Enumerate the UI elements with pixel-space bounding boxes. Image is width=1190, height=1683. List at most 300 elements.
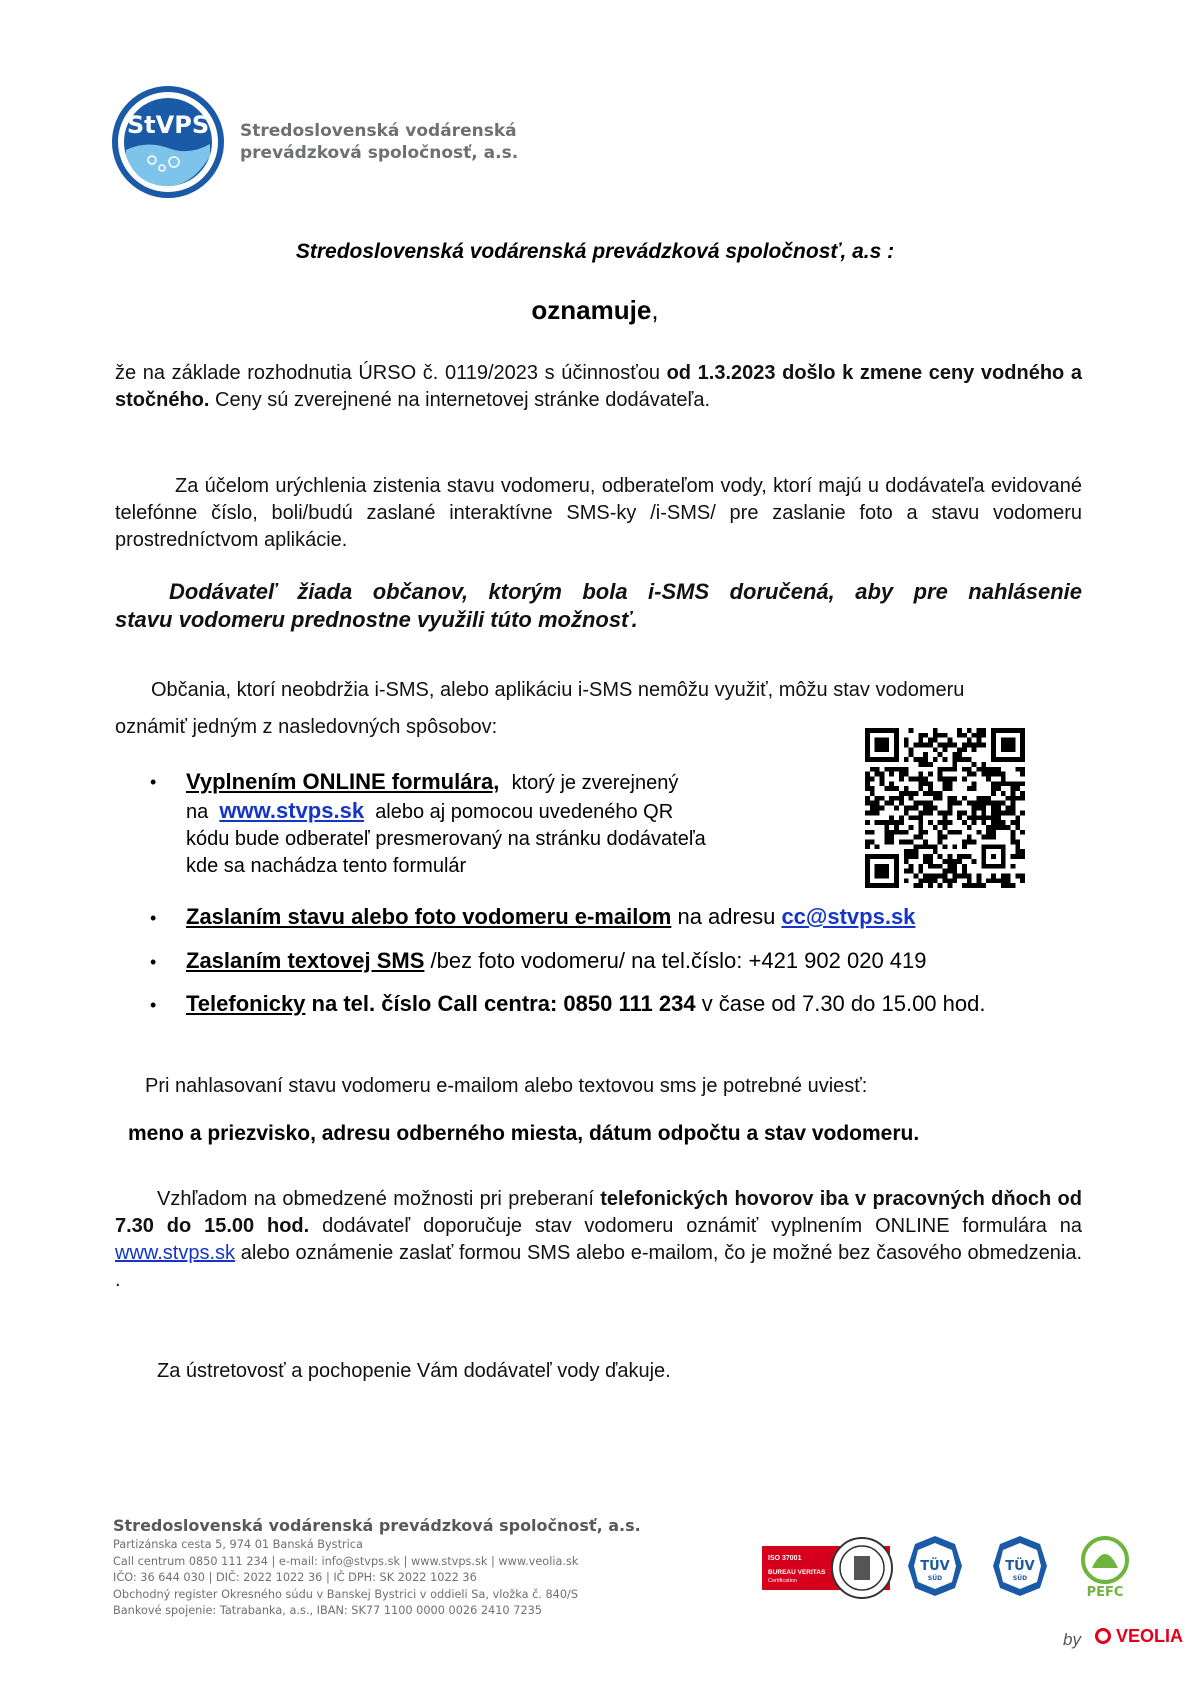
qr-module [947, 806, 952, 811]
qr-module [943, 781, 948, 786]
qr-module [923, 859, 928, 864]
qr-module [904, 869, 909, 874]
qr-module [909, 854, 914, 859]
qr-module [923, 854, 928, 859]
qr-module [904, 854, 909, 859]
qr-module [991, 786, 996, 791]
qr-module [880, 806, 885, 811]
qr-module [1001, 776, 1006, 781]
qr-module [928, 781, 933, 786]
qr-module [938, 835, 943, 840]
qr-module [952, 830, 957, 835]
qr-module [962, 840, 967, 845]
qr-module [918, 738, 923, 743]
qr-module [865, 801, 870, 806]
qr-module [962, 796, 967, 801]
qr-module [1010, 854, 1015, 859]
qr-module [1001, 791, 1006, 796]
request-paragraph: Dodávateľ žiada občanov, ktorým bola i-SMS doručená, aby pre nahlásenie stavu vodomeru prednostne využili túto možnosť. [115, 579, 1082, 632]
qr-module [904, 859, 909, 864]
qr-module [928, 743, 933, 748]
qr-module [909, 806, 914, 811]
qr-module [928, 738, 933, 743]
bureau-veritas-badge [762, 1538, 892, 1598]
qr-module [972, 772, 977, 777]
qr-module [962, 767, 967, 772]
qr-module [991, 835, 996, 840]
qr-module [991, 772, 996, 777]
veolia-logo: VEOLIA [1095, 1626, 1183, 1647]
qr-module [918, 781, 923, 786]
online-form-title: Vyplnením ONLINE formulára, [186, 769, 500, 794]
qr-module [947, 883, 952, 888]
qr-module [996, 825, 1001, 830]
qr-module [981, 820, 986, 825]
qr-module [899, 772, 904, 777]
qr-module [981, 806, 986, 811]
qr-module [947, 830, 952, 835]
qr-module [909, 815, 914, 820]
qr-module [996, 806, 1001, 811]
qr-module [899, 815, 904, 820]
qr-module [938, 840, 943, 845]
qr-module [967, 786, 972, 791]
qr-module [1001, 878, 1006, 883]
closing-thanks: Za ústretovosť a pochopenie Vám dodávateľ vody ďakuje. [157, 1360, 671, 1382]
qr-module [991, 801, 996, 806]
qr-module [981, 796, 986, 801]
qr-module [947, 738, 952, 743]
qr-module [1010, 810, 1015, 815]
qr-module [1020, 854, 1025, 859]
qr-module [943, 835, 948, 840]
qr-module [991, 873, 996, 878]
qr-module [865, 844, 870, 849]
qr-module [996, 810, 1001, 815]
qr-module [967, 767, 972, 772]
svg-text:TÜV: TÜV [920, 1559, 950, 1574]
qr-module [938, 830, 943, 835]
qr-module [1015, 854, 1020, 859]
qr-module [918, 825, 923, 830]
qr-module [923, 733, 928, 738]
qr-module [977, 883, 982, 888]
qr-module [1010, 806, 1015, 811]
qr-module [947, 864, 952, 869]
qr-module [972, 762, 977, 767]
svg-text:SÜD: SÜD [1012, 1575, 1028, 1582]
qr-module [981, 801, 986, 806]
qr-module [899, 791, 904, 796]
qr-module [1001, 810, 1006, 815]
qr-module [880, 820, 885, 825]
qr-module [943, 743, 948, 748]
qr-module [1010, 835, 1015, 840]
qr-module [884, 786, 889, 791]
qr-module [986, 815, 991, 820]
qr-module [943, 786, 948, 791]
qr-module [923, 840, 928, 845]
svg-text:SÜD: SÜD [927, 1575, 943, 1582]
qr-module [875, 801, 880, 806]
bullet: • [150, 772, 157, 792]
qr-module [962, 864, 967, 869]
qr-module [943, 776, 948, 781]
qr-module [913, 883, 918, 888]
qr-module [875, 806, 880, 811]
qr-module [962, 757, 967, 762]
qr-module [952, 743, 957, 748]
website-link[interactable]: www.stvps.sk [219, 798, 365, 823]
qr-module [1001, 820, 1006, 825]
qr-module [1020, 873, 1025, 878]
qr-module [957, 733, 962, 738]
price-change-paragraph: že na základe rozhodnutia ÚRSO č. 0119/2023 s účinnosťou od 1.3.2023 došlo k zmene ceny vodného a stočného. Ceny sú zverejnené na internetovej stránke dodávateľa. [115, 362, 1083, 411]
qr-module [957, 830, 962, 835]
qr-module [977, 728, 982, 733]
qr-module [918, 743, 923, 748]
list-item-online-form: Vyplnením ONLINE formulára, ktorý je zverejnený na www.stvps.sk alebo aj pomocou uvedeného QR kódu bude odberateľ presmerovaný na stránku dodávateľa kde sa nachádza tento formulár [186, 769, 706, 877]
qr-module [923, 806, 928, 811]
qr-module [909, 791, 914, 796]
qr-module [889, 796, 894, 801]
qr-module [918, 869, 923, 874]
qr-module [1020, 878, 1025, 883]
qr-module [933, 757, 938, 762]
qr-module [977, 878, 982, 883]
qr-module [904, 810, 909, 815]
svg-text:ISO 37001: ISO 37001 [768, 1555, 802, 1562]
qr-module [1015, 873, 1020, 878]
qr-module [943, 869, 948, 874]
qr-module [962, 743, 967, 748]
qr-module [928, 844, 933, 849]
qr-module [875, 810, 880, 815]
qr-module [952, 864, 957, 869]
qr-module [957, 752, 962, 757]
svg-text:TÜV: TÜV [1005, 1559, 1035, 1574]
qr-module [913, 791, 918, 796]
qr-module [967, 728, 972, 733]
qr-module [933, 873, 938, 878]
qr-module [938, 767, 943, 772]
qr-module [967, 840, 972, 845]
qr-module [972, 747, 977, 752]
qr-module [938, 820, 943, 825]
qr-module [928, 854, 933, 859]
qr-module [933, 791, 938, 796]
qr-module [957, 747, 962, 752]
qr-module [972, 743, 977, 748]
qr-module [880, 781, 885, 786]
qr-module [972, 810, 977, 815]
qr-module [938, 772, 943, 777]
qr-module [870, 786, 875, 791]
qr-module [967, 825, 972, 830]
qr-module [904, 791, 909, 796]
qr-module [894, 825, 899, 830]
qr-module [977, 733, 982, 738]
qr-module [899, 796, 904, 801]
qr-module [913, 743, 918, 748]
qr-module [913, 873, 918, 878]
tuv-sud-badge-2 [993, 1536, 1047, 1596]
email-link[interactable]: cc@stvps.sk [781, 904, 916, 929]
qr-module [865, 786, 870, 791]
qr-module [981, 772, 986, 777]
qr-module [996, 801, 1001, 806]
qr-module [884, 820, 889, 825]
qr-module [889, 772, 894, 777]
qr-module [928, 873, 933, 878]
qr-module [870, 791, 875, 796]
qr-module [938, 796, 943, 801]
qr-module [870, 840, 875, 845]
qr-module [938, 883, 943, 888]
qr-module [1015, 781, 1020, 786]
qr-module [996, 820, 1001, 825]
qr-module [1001, 825, 1006, 830]
qr-module [1020, 781, 1025, 786]
qr-module [875, 796, 880, 801]
qr-module [1010, 781, 1015, 786]
qr-module [889, 830, 894, 835]
qr-module [933, 738, 938, 743]
qr-module [991, 878, 996, 883]
qr-module [1010, 830, 1015, 835]
i-sms-paragraph: Za účelom urýchlenia zistenia stavu vodomeru, odberateľom vody, ktorí majú u dodávateľa evidované telefónne číslo, boli/budú zaslané interaktívne SMS-ky /i-SMS/ pre zaslanie foto a stavu vodomeru prostredníctvom aplikácie. [115, 475, 1082, 551]
qr-module [875, 772, 880, 777]
qr-module [991, 830, 996, 835]
announce-heading: oznamuje, [531, 295, 659, 325]
qr-module [938, 854, 943, 859]
qr-module [889, 786, 894, 791]
qr-module [991, 815, 996, 820]
qr-module [986, 830, 991, 835]
qr-module [865, 772, 870, 777]
qr-module [1015, 815, 1020, 820]
qr-module [972, 786, 977, 791]
qr-module [909, 776, 914, 781]
qr-module [943, 825, 948, 830]
qr-module [952, 796, 957, 801]
qr-module [938, 873, 943, 878]
qr-module [952, 801, 957, 806]
qr-module [957, 810, 962, 815]
qr-module [967, 883, 972, 888]
qr-module [928, 801, 933, 806]
qr-module [923, 781, 928, 786]
qr-module [1020, 772, 1025, 777]
qr-module [967, 757, 972, 762]
qr-module [870, 776, 875, 781]
qr-module [870, 801, 875, 806]
qr-module [918, 820, 923, 825]
qr-module [947, 878, 952, 883]
qr-module [996, 781, 1001, 786]
qr-module [957, 859, 962, 864]
qr-module [923, 878, 928, 883]
qr-module [972, 840, 977, 845]
qr-module [986, 835, 991, 840]
qr-module [918, 801, 923, 806]
qr-module [1020, 830, 1025, 835]
qr-module [933, 796, 938, 801]
qr-module [1010, 786, 1015, 791]
qr-module [957, 873, 962, 878]
qr-module [991, 820, 996, 825]
qr-module [1001, 883, 1006, 888]
qr-module [981, 883, 986, 888]
qr-module [923, 757, 928, 762]
qr-module [938, 791, 943, 796]
tuv-sud-badge-1 [908, 1536, 962, 1596]
qr-module [899, 767, 904, 772]
qr-module [889, 820, 894, 825]
document-title: Stredoslovenská vodárenská prevádzková spoločnosť, a.s : [295, 240, 895, 263]
qr-module [918, 830, 923, 835]
qr-module [913, 801, 918, 806]
website-link-2[interactable]: www.stvps.sk [115, 1242, 236, 1264]
svg-text:BUREAU VERITAS: BUREAU VERITAS [768, 1569, 826, 1576]
qr-module [957, 728, 962, 733]
qr-module [962, 747, 967, 752]
stvps-logo [112, 86, 224, 198]
qr-module [933, 849, 938, 854]
qr-module [977, 743, 982, 748]
qr-module [952, 873, 957, 878]
qr-module [928, 791, 933, 796]
qr-module [918, 835, 923, 840]
qr-module [967, 878, 972, 883]
qr-module [875, 767, 880, 772]
qr-module [972, 820, 977, 825]
qr-module [913, 849, 918, 854]
qr-module [991, 767, 996, 772]
qr-module [889, 781, 894, 786]
qr-module [981, 743, 986, 748]
qr-module [880, 776, 885, 781]
pefc-logo [1083, 1538, 1127, 1600]
qr-module [962, 869, 967, 874]
qr-module [1006, 825, 1011, 830]
qr-module [909, 869, 914, 874]
qr-module [952, 752, 957, 757]
qr-module [923, 743, 928, 748]
qr-module [889, 835, 894, 840]
qr-module [913, 776, 918, 781]
qr-module [870, 830, 875, 835]
qr-module [918, 762, 923, 767]
qr-module [1010, 883, 1015, 888]
qr-module [894, 806, 899, 811]
qr-module [981, 815, 986, 820]
svg-text:PEFC: PEFC [1086, 1585, 1124, 1600]
qr-module [899, 801, 904, 806]
qr-module [981, 728, 986, 733]
qr-module [977, 806, 982, 811]
qr-module [947, 786, 952, 791]
qr-module [884, 825, 889, 830]
qr-module [947, 854, 952, 859]
qr-module [943, 820, 948, 825]
qr-module [933, 878, 938, 883]
qr-module [943, 859, 948, 864]
qr-module [909, 796, 914, 801]
qr-module [865, 830, 870, 835]
qr-module [967, 801, 972, 806]
qr-module [1010, 791, 1015, 796]
qr-module [923, 762, 928, 767]
qr-module [865, 810, 870, 815]
qr-code[interactable] [865, 728, 1025, 888]
qr-module [947, 781, 952, 786]
company-name: Stredoslovenská vodárenská prevádzková spoločnosť, a.s. [240, 121, 519, 163]
qr-module [880, 772, 885, 777]
bullet: • [150, 995, 157, 1015]
qr-module [899, 840, 904, 845]
qr-module [1006, 873, 1011, 878]
qr-module [923, 830, 928, 835]
qr-module [1006, 810, 1011, 815]
qr-module [904, 830, 909, 835]
bullet: • [150, 908, 157, 928]
qr-module [967, 815, 972, 820]
qr-module [928, 762, 933, 767]
qr-module [933, 747, 938, 752]
qr-module [981, 835, 986, 840]
qr-module [947, 869, 952, 874]
by-label: by [1063, 1630, 1081, 1649]
qr-module [923, 776, 928, 781]
qr-module [918, 733, 923, 738]
qr-module [1010, 796, 1015, 801]
qr-module [1020, 849, 1025, 854]
qr-module [996, 815, 1001, 820]
qr-module [1015, 825, 1020, 830]
qr-module [962, 854, 967, 859]
qr-module [967, 738, 972, 743]
qr-module [977, 815, 982, 820]
qr-module [904, 806, 909, 811]
qr-module [952, 757, 957, 762]
qr-module [972, 815, 977, 820]
qr-module [894, 830, 899, 835]
svg-text:Certification: Certification [768, 1578, 798, 1584]
qr-module [870, 767, 875, 772]
qr-module [972, 883, 977, 888]
qr-module [991, 825, 996, 830]
qr-module [986, 796, 991, 801]
qr-module [986, 772, 991, 777]
qr-module [977, 738, 982, 743]
qr-module [884, 767, 889, 772]
qr-module [1015, 840, 1020, 845]
qr-module [967, 835, 972, 840]
qr-module [938, 776, 943, 781]
qr-module [957, 854, 962, 859]
qr-module [870, 806, 875, 811]
qr-module [889, 801, 894, 806]
qr-module [962, 820, 967, 825]
qr-module [904, 772, 909, 777]
qr-module [904, 738, 909, 743]
qr-module [1020, 796, 1025, 801]
qr-module [977, 767, 982, 772]
qr-module [894, 796, 899, 801]
list-item-sms: Zaslaním textovej SMS /bez foto vodomeru/ na tel.číslo: +421 902 020 419 [186, 948, 927, 973]
qr-module [918, 815, 923, 820]
